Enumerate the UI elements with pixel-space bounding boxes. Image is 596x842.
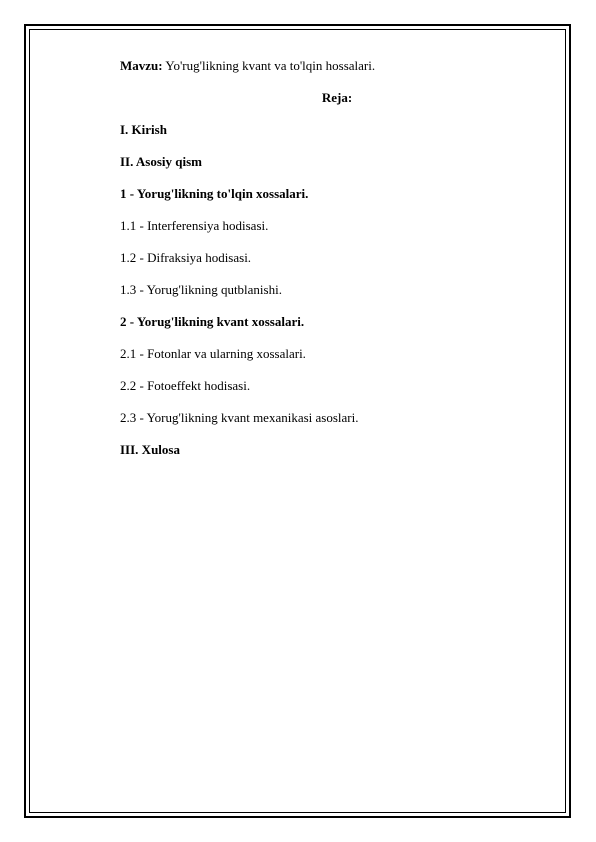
plan-item: 2 - Yorug'likning kvant xossalari. bbox=[120, 314, 305, 329]
plan-title: Reja: bbox=[321, 90, 353, 105]
topic-text: Yo'rug'likning kvant va to'lqin hossalari. bbox=[162, 58, 376, 73]
plan-item: 1.1 - Interferensiya hodisasi. bbox=[120, 218, 269, 233]
topic-line bbox=[120, 58, 375, 74]
plan-item: 2.1 - Fotonlar va ularning xossalari. bbox=[120, 346, 306, 361]
plan-item: 2.3 - Yorug'likning kvant mexanikasi asoslari. bbox=[120, 410, 359, 425]
plan-item: III. Xulosa bbox=[120, 442, 180, 457]
plan-item: II. Asosiy qism bbox=[120, 154, 202, 169]
plan-item: 1.2 - Difraksiya hodisasi. bbox=[120, 250, 252, 265]
plan-item: 1.3 - Yorug'likning qutblanishi. bbox=[120, 282, 282, 297]
topic-label: Mavzu: bbox=[120, 58, 163, 73]
plan-item: 1 - Yorug'likning to'lqin xossalari. bbox=[120, 186, 309, 201]
plan-item: I. Kirish bbox=[120, 122, 167, 137]
plan-item: 2.2 - Fotoeffekt hodisasi. bbox=[120, 378, 251, 393]
